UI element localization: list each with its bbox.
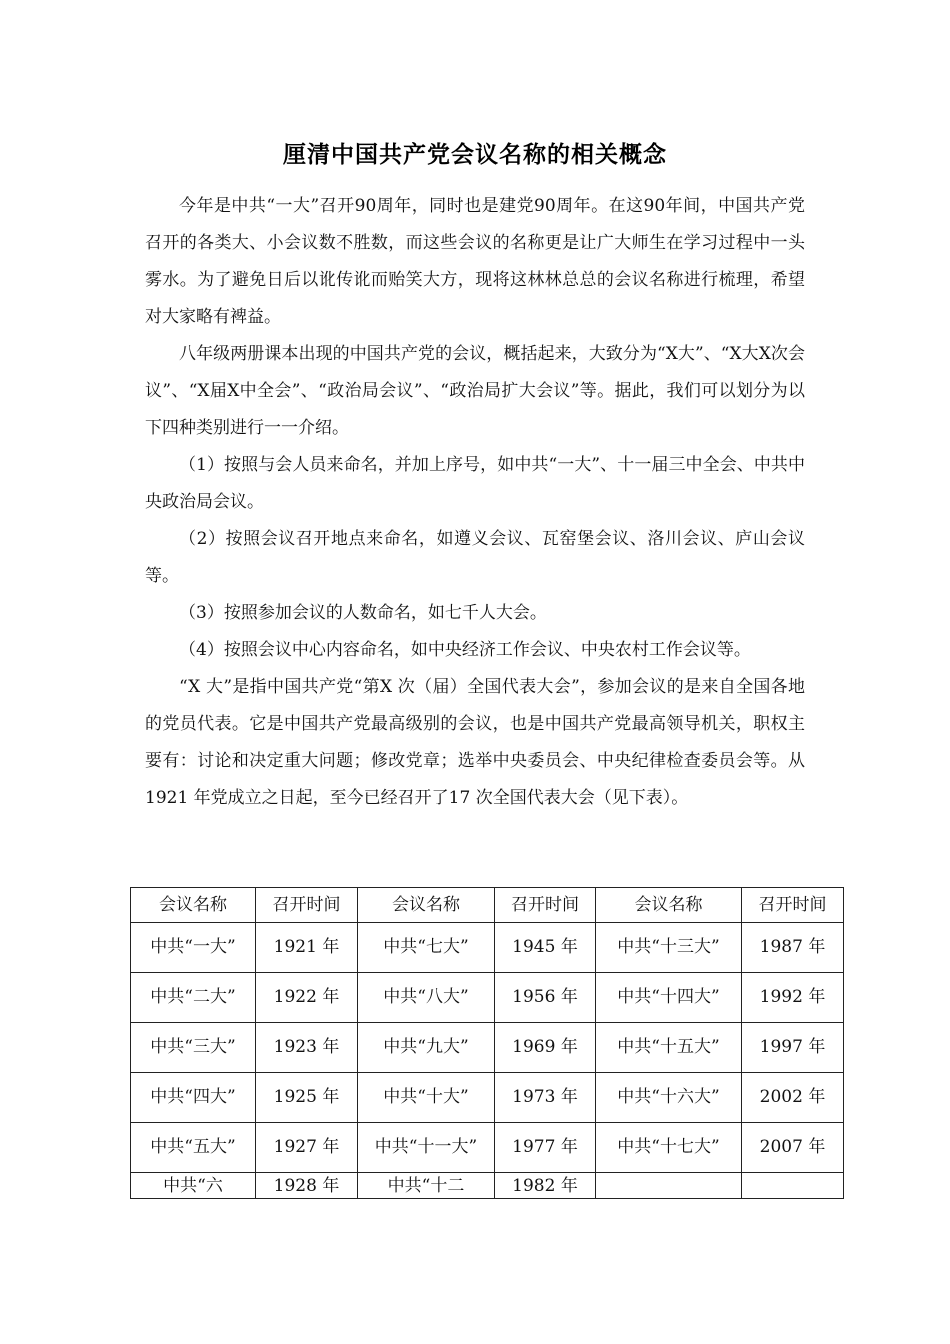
congress-name bbox=[596, 1173, 742, 1199]
congress-year: 1982 年 bbox=[495, 1173, 596, 1199]
header-name: 会议名称 bbox=[596, 888, 742, 923]
congress-name: 中共“十一大” bbox=[358, 1123, 495, 1173]
congress-year: 1956 年 bbox=[495, 973, 596, 1023]
congress-table bbox=[130, 887, 844, 1199]
congress-year: 1922 年 bbox=[256, 973, 358, 1023]
congress-name: 中共“十四大” bbox=[596, 973, 742, 1023]
article-body bbox=[145, 188, 805, 817]
congress-name: 中共“一大” bbox=[131, 923, 256, 973]
congress-name: 中共“七大” bbox=[358, 923, 495, 973]
paragraph-congress: “X 大”是指中国共产党“第X 次（届）全国代表大会”，参加会议的是来自全国各地的党员代表。它是中国共产党最高级别的会议，也是中国共产党最高领导机关，职权主要有：讨论和决定重大问题；修改党章；选举中央委员会、中央纪律检查委员会等。从1921 年党成立之日起，至今已经召开了17 次全国代表大会（见下表）。 bbox=[145, 677, 805, 808]
congress-year: 1977 年 bbox=[495, 1123, 596, 1173]
document-title: 厘清中国共产党会议名称的相关概念 bbox=[283, 142, 667, 168]
congress-year: 1927 年 bbox=[256, 1123, 358, 1173]
congress-name: 中共“十二 bbox=[358, 1173, 495, 1199]
congress-name: 中共“六 bbox=[131, 1173, 256, 1199]
paragraph-categories: 八年级两册课本出现的中国共产党的会议，概括起来，大致分为“X大”、“X大X次会议”、“X届X中全会”、“政治局会议”、“政治局扩大会议”等。据此，我们可以划分为以下四种类别进行一一介绍。 bbox=[145, 344, 805, 438]
congress-name: 中共“八大” bbox=[358, 973, 495, 1023]
table-header-row bbox=[131, 888, 844, 923]
congress-year: 1992 年 bbox=[742, 973, 844, 1023]
congress-name: 中共“九大” bbox=[358, 1023, 495, 1073]
congress-name: 中共“十七大” bbox=[596, 1123, 742, 1173]
congress-year: 1987 年 bbox=[742, 923, 844, 973]
paragraph-intro: 今年是中共“一大”召开90周年，同时也是建党90周年。在这90年间，中国共产党召开的各类大、小会议数不胜数，而这些会议的名称更是让广大师生在学习过程中一头雾水。为了避免日后以讹传讹而贻笑大方，现将这林林总总的会议名称进行梳理，希望对大家略有裨益。 bbox=[145, 196, 805, 327]
congress-year: 1945 年 bbox=[495, 923, 596, 973]
congress-name: 中共“二大” bbox=[131, 973, 256, 1023]
congress-year: 2007 年 bbox=[742, 1123, 844, 1173]
congress-name: 中共“十三大” bbox=[596, 923, 742, 973]
header-name: 会议名称 bbox=[131, 888, 256, 923]
congress-name: 中共“十五大” bbox=[596, 1023, 742, 1073]
paragraph-type-3: （3）按照参加会议的人数命名，如七千人大会。 bbox=[179, 603, 547, 623]
congress-year: 1997 年 bbox=[742, 1023, 844, 1073]
table-row bbox=[131, 923, 844, 973]
header-name: 会议名称 bbox=[358, 888, 495, 923]
table-row bbox=[131, 1173, 844, 1199]
congress-name: 中共“四大” bbox=[131, 1073, 256, 1123]
table-row bbox=[131, 1123, 844, 1173]
congress-year: 1923 年 bbox=[256, 1023, 358, 1073]
congress-year: 1973 年 bbox=[495, 1073, 596, 1123]
table-row bbox=[131, 1073, 844, 1123]
paragraph-type-2: （2）按照会议召开地点来命名，如遵义会议、瓦窑堡会议、洛川会议、庐山会议等。 bbox=[145, 529, 805, 586]
congress-year: 1969 年 bbox=[495, 1023, 596, 1073]
congress-year: 1925 年 bbox=[256, 1073, 358, 1123]
table-row bbox=[131, 973, 844, 1023]
congress-year: 1921 年 bbox=[256, 923, 358, 973]
congress-year: 2002 年 bbox=[742, 1073, 844, 1123]
header-date: 召开时间 bbox=[742, 888, 844, 923]
header-date: 召开时间 bbox=[256, 888, 358, 923]
paragraph-type-4: （4）按照会议中心内容命名，如中央经济工作会议、中央农村工作会议等。 bbox=[179, 640, 751, 660]
congress-name: 中共“五大” bbox=[131, 1123, 256, 1173]
congress-year bbox=[742, 1173, 844, 1199]
paragraph-type-1: （1）按照与会人员来命名，并加上序号，如中共“一大”、十一届三中全会、中共中央政治局会议。 bbox=[145, 455, 805, 512]
congress-name: 中共“三大” bbox=[131, 1023, 256, 1073]
congress-name: 中共“十六大” bbox=[596, 1073, 742, 1123]
header-date: 召开时间 bbox=[495, 888, 596, 923]
table-row bbox=[131, 1023, 844, 1073]
congress-name: 中共“十大” bbox=[358, 1073, 495, 1123]
congress-year: 1928 年 bbox=[256, 1173, 358, 1199]
